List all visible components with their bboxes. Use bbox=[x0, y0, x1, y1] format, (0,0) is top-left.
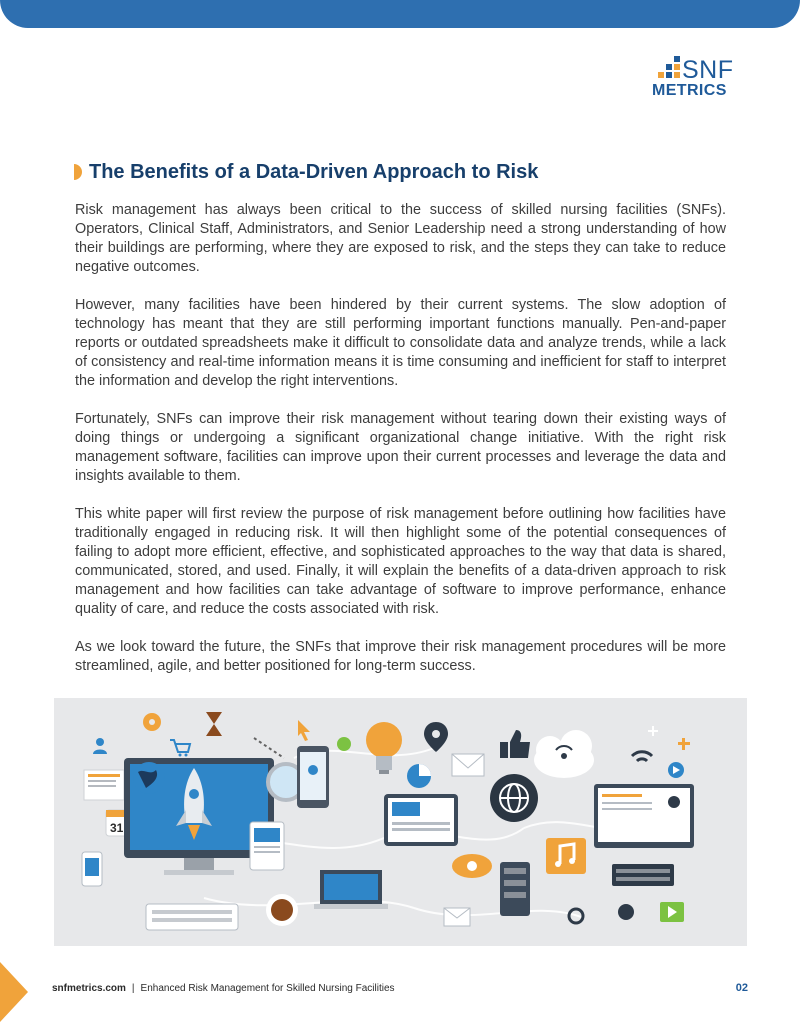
wifi-icon bbox=[632, 752, 652, 761]
logo-metrics-text: METRICS bbox=[652, 82, 727, 99]
globe-network-icon bbox=[490, 774, 538, 822]
play-green-icon bbox=[660, 902, 684, 922]
calendar-day: 31 bbox=[110, 821, 124, 835]
server-icon bbox=[500, 862, 530, 916]
play-icon bbox=[668, 762, 684, 778]
laptop-icon bbox=[314, 870, 388, 909]
user-icon bbox=[93, 738, 107, 754]
paragraph-2: However, many facilities have been hindered by their current systems. The slow adoption of technology has meant that they are still performing important functions manually. Pen-and-paper reports or outdated spreadsheets make it difficult to consolidate data and analyze trends, while a lack of consistency and real-time information means it is time consuming and inefficient for staff to interpret the information and develop the right interventions. bbox=[75, 297, 726, 389]
paragraph-3: Fortunately, SNFs can improve their risk management without tearing down their existing ways of doing things or undergoing a significant organizational change initiative. With the right risk management software, facilities can improve upon their current processes and leverage the data and insights available to them. bbox=[75, 411, 726, 484]
globe-icon bbox=[133, 762, 165, 794]
keyboard-right-icon bbox=[612, 864, 674, 886]
footer-site-link[interactable]: snfmetrics.com bbox=[52, 982, 126, 994]
hourglass-icon bbox=[206, 712, 222, 736]
section-heading bbox=[74, 158, 538, 186]
page-number: 02 bbox=[735, 982, 748, 994]
coffee-icon bbox=[266, 894, 298, 926]
logo-snf-text: SNF bbox=[682, 56, 734, 84]
thumbs-up-icon bbox=[500, 730, 530, 758]
cart-icon bbox=[170, 740, 190, 757]
page-title: The Benefits of a Data-Driven Approach to Risk bbox=[89, 160, 539, 183]
page-footer bbox=[52, 981, 748, 995]
lightbulb-icon bbox=[366, 722, 402, 774]
title-marker-icon bbox=[74, 164, 82, 180]
paragraph-5: As we look toward the future, the SNFs that improve their risk management procedures will be more streamlined, agile, and better positioned for long-term success. bbox=[75, 639, 726, 674]
technology-illustration bbox=[54, 698, 747, 946]
cloud-icon bbox=[534, 730, 594, 778]
footer-separator: | bbox=[131, 982, 135, 994]
camera-icon bbox=[452, 854, 492, 878]
location-pin-icon bbox=[424, 722, 448, 752]
footer-doc-title: Enhanced Risk Management for Skilled Nursing Facilities bbox=[140, 982, 395, 994]
music-icon bbox=[546, 838, 586, 874]
top-header-band bbox=[0, 0, 800, 28]
page-edge-tab bbox=[0, 962, 28, 1022]
snf-metrics-logo bbox=[652, 56, 732, 104]
paragraph-4: This white paper will first review the purpose of risk management before outlining how facilities have traditionally engaged in reducing risk. It will then highlight some of the potential consequences of failing to adopt more efficient, effective, and sophisticated approaches to the way that data is shared, communicated, stored, and used. Finally, it will explain the benefits of a data-driven approach to risk management and how facilities can take advantage of software to improve performance, enhance quality of care, and reduce the costs associated with risk. bbox=[75, 506, 726, 617]
smartphone-icon bbox=[297, 746, 329, 808]
tablet-icon bbox=[384, 794, 458, 846]
paragraph-1: Risk management has always been critical to the success of skilled nursing facilities (SNFs). Operators, Clinical Staff, Administrators, and Senior Leadership need a strong understanding of how their buildings are performing, where they are exposed to risk, and the steps they can take to reduce negative outcomes. bbox=[75, 202, 726, 275]
envelope-icon bbox=[452, 754, 484, 776]
monitor-right-icon bbox=[594, 784, 694, 848]
body-text bbox=[75, 201, 726, 695]
keyboard-icon bbox=[146, 904, 238, 930]
